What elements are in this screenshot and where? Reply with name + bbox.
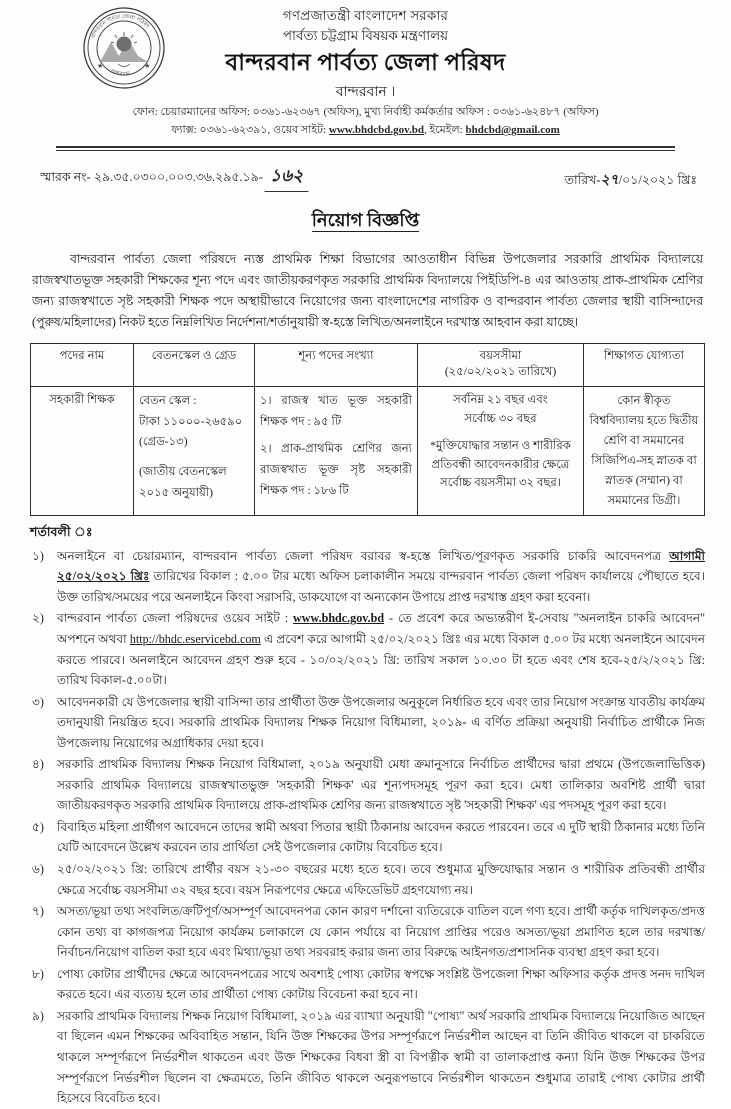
phone-line: ফোন: চেয়ারম্যানের অফিস: ০৩৬১-৬২৩৬৭ (অফিস), মুখ্য নির্বাহী কর্মকর্তার অফিস : ০৩৬১-৬২৪৮৭ (অফিস) bbox=[132, 106, 599, 119]
age-line-2: সর্বোচ্চ ৩০ বছর bbox=[464, 411, 537, 425]
memo-number bbox=[40, 163, 310, 192]
fax-label: ফ্যাক্স: ০৩৬১-৬২৩৯১, ওয়েব সাইট: bbox=[171, 124, 327, 137]
svg-text:বান্দরবান পার্বত্য জেলা পরিষদ: বান্দরবান পার্বত্য জেলা পরিষদ bbox=[90, 13, 151, 40]
condition-9-text: সরকারি প্রাথমিক বিদ্যালয় শিক্ষক নিয়োগ বিধিমালা, ২০১৯ এর ব্যাখ্যা অনুযায়ী "পোষ্য" অর্থ সরকারি প্রাথমিক বিদ্যালয়ে নিয়োজিত আছেন বা ছিলেন এমন শিক্ষকের অবিবাহিত সন্তান, যিনি উক্ত শিক্ষকের উপর সম্পূর্ণরূপে নির্ভরশীল আছেন বা তিনি জীবিত থাকলে বা চাকরিতে থাকলে সম্পূর্ণরূপে নির্ভরশীল থাকতেন এবং উক্ত শিক্ষকের বিধবা স্ত্রী বা বিপত্নীক স্বামী বা তালাকপ্রাপ্ত কন্যা যিনি উক্ত শিক্ষকের উপর সম্পূর্ণরূপে নির্ভরশীল ছিলেন বা ক্ষেত্রমতে, তিনি জীবিত থাকলে অনুরূপভাবে নির্ভরশীল থাকতেন শুধুমাত্র তারাই পোষ্য কোটার প্রার্থী হিসেবে বিবেচিত হবে। bbox=[57, 1008, 705, 1106]
condition-number-5: ৫) bbox=[32, 819, 44, 834]
header-age-limit-sub: (২৫/০২/২০২১ তারিখে) bbox=[444, 365, 557, 379]
memo-date bbox=[565, 168, 697, 192]
pay-line-4: (জাতীয় বেতনস্কেল bbox=[139, 465, 227, 479]
vacancy-item-1: ১। রাজস্ব খাত ভূক্ত সহকারী শিক্ষক পদ : ৯৫ টি bbox=[260, 394, 412, 428]
cell-education: কোন স্বীকৃত বিশ্ববিদ্যালয় হতে দ্বিতীয় শ্রেণি বা সমমানের সিজিপিএ-সহ স্নাতক বা স্নাতক (সম্মান) বা সমমানের ডিগ্রী। bbox=[584, 387, 705, 516]
website-link[interactable]: www.bhdcbd.gov.bd bbox=[328, 124, 424, 137]
condition-8-text: পোষ্য কোটার প্রার্থীদের ক্ষেত্রে আবেদনপত্রের সাথে অবশ্যই পোষ্য কোটার স্বপক্ষে সংশ্লিষ্ট উপজেলা শিক্ষা অফিসার কর্তৃক প্রদত্ত সনদ দাখিল করতে হবে। এর ব্যত্যয় হলে তার প্রার্থীতা পোষ্য কোটায় বিবেচনা করা হবে না। bbox=[57, 966, 705, 1002]
pay-line-3: (গ্রেড-১৩) bbox=[139, 435, 188, 449]
condition-1-deadline: আগামী ২৫/০২/২০২১ খ্রিঃ bbox=[57, 548, 705, 584]
email-link[interactable]: bhdcbd@gmail.com bbox=[465, 124, 560, 137]
conditions-list bbox=[0, 546, 731, 1109]
vacancy-item-2: ২। প্রাক-প্রাথমিক শ্রেণির জন্য রাজস্বখাত ভূক্ত সৃষ্ট সহকারী শিক্ষক পদ : ১৮৬ টি bbox=[260, 442, 412, 497]
pay-line-2: টাকা ১১০০০-২৬৫৯০ bbox=[139, 414, 243, 428]
memo-date-label: তারিখ- bbox=[564, 173, 601, 188]
memo-date-handwritten: ২৭ bbox=[600, 173, 619, 189]
condition-item-1 bbox=[30, 546, 705, 608]
vacancy-table bbox=[30, 343, 705, 516]
cell-age-limit bbox=[418, 387, 584, 516]
condition-2-text-a: বান্দরবান পার্বত্য জেলা পরিষদের ওয়েব সাইট : bbox=[57, 611, 294, 626]
header-pay-scale: বেতনস্কেল ও গ্রেড bbox=[134, 343, 255, 387]
condition-number-3: ৩) bbox=[32, 694, 44, 709]
header-post-name: পদের নাম bbox=[31, 343, 134, 387]
condition-number-6: ৬) bbox=[32, 862, 44, 877]
council-title: বান্দরবান পার্বত্য জেলা পরিষদ bbox=[225, 50, 506, 76]
intro-paragraph: বান্দরবান পার্বত্য জেলা পরিষদে ন্যস্ত প্রাথমিক শিক্ষা বিভাগের আওতাধীন বিভিন্ন উপজেলার সরকারি প্রাথমিক বিদ্যালয়ে রাজস্বখাতভূক্ত সহকারী শিক্ষকের শূন্য পদে এবং জাতীয়করণকৃত সরকারি প্রাথমিক বিদ্যালয়ে পিইডিপি-৪ এর আওতায় প্রাক-প্রাথমিক শ্রেণির জন্য রাজস্বখাতে সৃষ্ট সহকারী শিক্ষক পদে অস্থায়ীভাবে নিয়োগের জন্য বাংলাদেশের নাগরিক ও বান্দরবান পার্বত্য জেলার স্থায়ী বাসিন্দাদের (পুরুষ/মহিলাদের) নিকট হতে নিম্নলিখিত নির্দেশনা/শর্তানুযায়ী স্ব-হস্তে লিখিত/অনলাইনে দরখাস্ত আহবান করা যাচ্ছে। bbox=[32, 252, 703, 330]
condition-3-text: আবেদনকারী যে উপজেলার স্থায়ী বাসিন্দা তার প্রার্থীতা উক্ত উপজেলার অনুকূলে নির্ধারিত হবে এবং তার নিয়োগ সংক্রান্ত যাবতীয় কার্যক্রম তদানুযায়ী নিয়ন্ত্রিত হবে। সরকারি প্রাথমিক বিদ্যালয় শিক্ষক নিয়োগ বিধিমালা, ২০১৯- এ বর্ণিত প্রক্রিয়া অনুযায়ী নির্বাচিত প্রার্থীকে নিজ উপজেলায় নিয়োগের অগ্রাধিকার দেয়া হবে। bbox=[57, 694, 705, 750]
email-label: , ইমেইল: bbox=[423, 124, 463, 137]
letterhead bbox=[0, 0, 731, 151]
condition-7-text: অসত্য/ভূয়া তথ্য সংবলিত/ক্রটিপূর্ণ/অসম্পূর্ণ আবেদনপত্র কোন কারণ দর্শানো ব্যতিরেকে বাতিল বলে গণ্য হবে। প্রার্থী কর্তৃক দাখিলকৃত/প্রদত্ত কোন তথ্য বা কাগজপত্র নিয়োগ কার্যক্রম চলাকালে যে কোন পর্যায়ে বা নিয়োগ প্রাপ্তির পরেও অসত্য/ভূয়া প্রমাণিত হলে তার দরখাস্ত/নির্বাচন/নিয়োগ বাতিল করা হবে এবং মিথ্যা/ভূয়া তথ্য সরবরাহ করার জন্য তার বিরুদ্ধে আইনগত/প্রশাসনিক ব্যবস্থা গ্রহণ করা হবে। bbox=[57, 904, 705, 960]
condition-number-4: ৪) bbox=[32, 757, 44, 772]
condition-number-7: ৭) bbox=[32, 904, 44, 919]
header-age-limit bbox=[418, 343, 584, 387]
cell-vacancies bbox=[255, 387, 418, 516]
condition-5-text: বিবাহিত মহিলা প্রার্থীগণ আবেদনে তাদের স্বামী অথবা পিতার স্থায়ী ঠিকানায় আবেদন করতে পারবেন। তবে এ দুটি স্থায়ী ঠিকানার মধ্যে তিনি যেটি আবেদনে উল্লেখ করবেন তার প্রার্থিতা সেই উপজেলার কোটায় বিবেচিত হবে। bbox=[57, 819, 705, 855]
header-divider bbox=[56, 146, 675, 151]
memo-number-handwritten: ১৬২ bbox=[264, 163, 311, 192]
condition-item-8 bbox=[30, 964, 705, 1005]
condition-number-8: ৮) bbox=[32, 966, 44, 981]
memo-date-rest: /০১/২০২১ খ্রিঃ bbox=[618, 173, 697, 188]
condition-item-5 bbox=[30, 817, 705, 858]
condition-4-text: সরকারি প্রাথমিক বিদ্যালয় শিক্ষক নিয়োগ বিধিমালা, ২০১৯ অনুযায়ী মেধা ক্রমানুসারে নির্বাচিত প্রার্থীদের দ্বারা প্রথমে (উপজেলাভিত্তিক) সরকারি প্রাথমিক বিদ্যালয়ে রাজস্বখাতভুক্ত 'সহকারী শিক্ষক' এর শূন্যপদসমূহ পূরণ করা হবে। মেধা তালিকার অবশিষ্ট প্রার্থী দ্বারা জাতীয়করণকৃত সরকারি প্রাথমিক বিদ্যালয়ে প্রাক-প্রাথমিক শ্রেণির জন্য রাজস্বখাতে সৃষ্ট 'সহকারী শিক্ষক' এর পদসমূহ পূরণ করা হবে। bbox=[57, 757, 705, 813]
ministry-line: পার্বত্য চট্টগ্রাম বিষয়ক মন্ত্রণালয় bbox=[282, 27, 449, 43]
condition-number-1: ১) bbox=[32, 548, 44, 563]
svg-text:★: ★ bbox=[144, 62, 151, 70]
condition-item-9 bbox=[30, 1006, 705, 1109]
eservice-portal-link[interactable]: http://bhdc.eservicebd.com bbox=[129, 632, 261, 647]
government-seal-icon bbox=[78, 6, 170, 90]
svg-text:বান্দরবান: বান্দরবান bbox=[109, 68, 131, 78]
condition-1-text-a: অনলাইনে বা চেয়ারম্যান, বান্দরবান পার্বত্য জেলা পরিষদ বরাবর স্ব-হস্তে লিখিত/পূরণকৃত সরকারি চাকরি আবেদনপত্র bbox=[57, 548, 670, 563]
condition-item-7 bbox=[30, 901, 705, 963]
condition-item-6 bbox=[30, 859, 705, 900]
condition-2-text-b: - তে প্রবেশ করে অভ্যন্তরীণ ই-সেবায় "অনলাইন চাকরি আবেদন" অপশনে অথবা bbox=[57, 611, 706, 647]
header-age-limit-main: বয়সসীমা bbox=[479, 348, 522, 362]
memo-row bbox=[0, 151, 731, 192]
condition-item-3 bbox=[30, 692, 705, 754]
age-line-1: সর্বনিম্ন ২১ বছর এবং bbox=[453, 393, 548, 407]
council-website-link[interactable]: www.bhdc.gov.bd bbox=[293, 611, 385, 626]
pay-line-5: ২০১৫ অনুযায়ী) bbox=[139, 485, 214, 499]
memo-number-label: স্মারক নং- ২৯.৩৫.০৩০০.০০৩.৩৬.২৯৫.১৯- bbox=[40, 170, 263, 185]
condition-item-4 bbox=[30, 754, 705, 816]
condition-number-9: ৯) bbox=[32, 1008, 44, 1023]
page-title bbox=[0, 206, 731, 237]
cell-pay-scale bbox=[134, 387, 255, 516]
pay-line-1: বেতন স্কেল : bbox=[139, 394, 197, 408]
fax-web-email-line bbox=[30, 122, 701, 140]
table-row bbox=[31, 387, 705, 516]
age-note: *মুক্তিযোদ্ধার সন্তান ও শারীরিক প্রতিবন্ধী আবেদনকারীর ক্ষেত্রে সর্বোচ্চ বয়সসীমা ৩২ বছর। bbox=[430, 438, 571, 490]
page-title-text: নিয়োগ বিজ্ঞপ্তি bbox=[311, 210, 420, 231]
condition-1-text-b: তারিখের বিকাল : ৫.০০ টার মধ্যে অফিস চলাকালীন সময়ে বান্দরবান পার্বত্য জেলা পরিষদ কার্যালয়ে পৌছাতে হবে। উক্ত তারিখ/সময়ের পরে অনলাইনে কিংবা সরাসরি, ডাকযোগে বা অন্যকোন উপায়ে প্রাপ্ত দরখাস্ত গ্রহণ করা হবেনা। bbox=[57, 569, 705, 604]
condition-number-2: ২) bbox=[32, 611, 44, 626]
council-place: বান্দরবান । bbox=[335, 84, 396, 100]
government-line: গণপ্রজাতন্ত্রী বাংলাদেশ সরকার bbox=[282, 8, 449, 23]
condition-item-2 bbox=[30, 608, 705, 690]
condition-2-text-c: এ প্রবেশ করে আগামী ২৫/০২/২০২১ খ্রিঃ এর মধ্যে বিকাল ৫.০০ টর মধ্যে অনলাইনে আবেদন করতে পারবে। অনলাইনে আবেদন গ্রহণ শুরু হবে - ১০/০২/২০২১ খ্রি: তারিখ সকাল ১০.৩০ টা হতে এবং শেষ হবে-২৫/২/২০২১ খ্রি: তারিখ বিকাল-৫.০০টা। bbox=[57, 632, 706, 688]
header-vacancies: শূন্য পদের সংখ্যা bbox=[255, 343, 418, 387]
condition-6-text: ২৫/০২/২০২১ খ্রি: তারিখে প্রার্থীর বয়স ২১-৩০ বছরের মধ্যে হতে হবে। তবে শুধুমাত্র মুক্তিযোদ্ধার সন্তান ও শারীরিক প্রতিবন্ধী প্রার্থীর ক্ষেত্রে সর্বোচ্চ বয়সসীমা ৩২ বছর হবে। বয়স নিরূপণের ক্ষেত্রে এফিডেভিট গ্রহণযোগ্য নয়। bbox=[57, 862, 705, 897]
cell-post-name: সহকারী শিক্ষক bbox=[31, 387, 134, 516]
table-header-row bbox=[31, 343, 705, 387]
conditions-heading: শর্তাবলী ঃ bbox=[30, 524, 93, 539]
svg-text:★: ★ bbox=[97, 62, 104, 70]
header-education: শিক্ষাগত যোগ্যতা bbox=[584, 343, 705, 387]
